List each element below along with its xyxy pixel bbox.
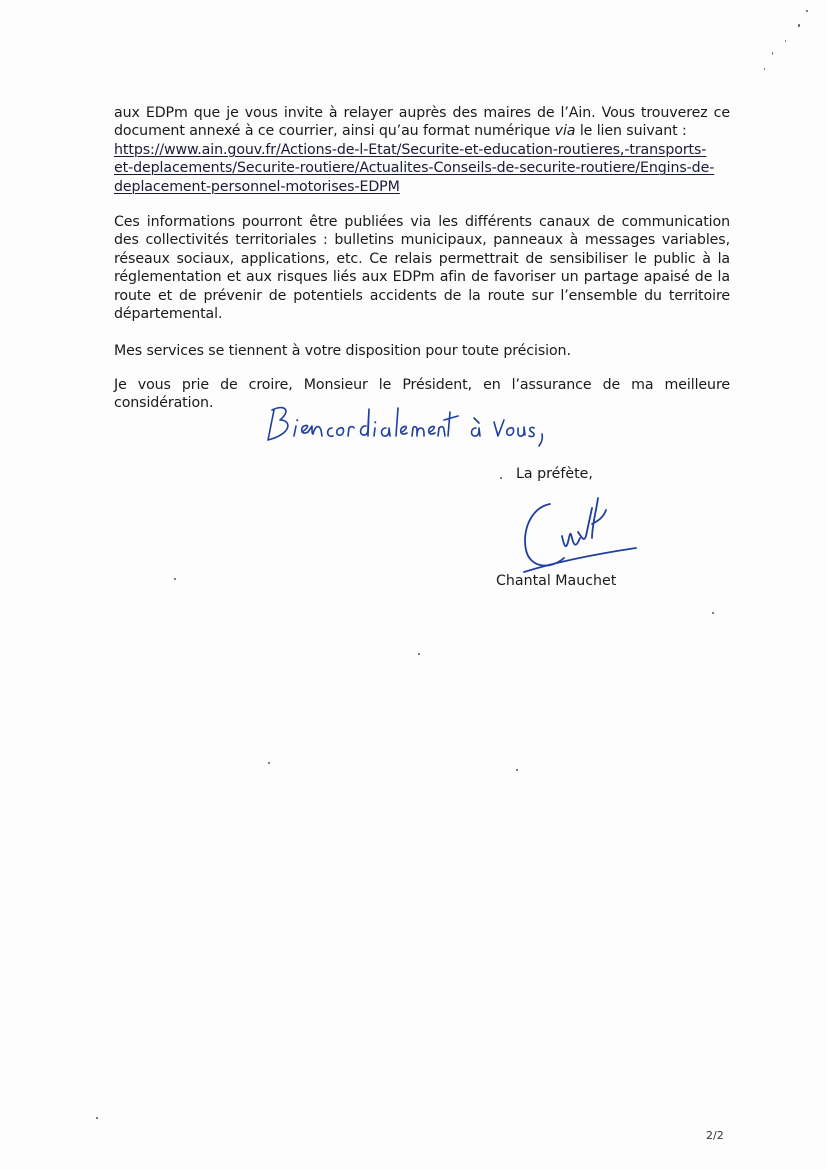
scan-speck [764, 68, 765, 70]
via-word: via [554, 123, 576, 140]
signatory-name: Chantal Mauchet [496, 573, 617, 589]
scan-speck [174, 578, 176, 580]
paragraph-closing-formula: Je vous prie de croire, Monsieur le Président, en l’assurance de ma meilleure considération. [114, 377, 730, 412]
scan-speck [772, 52, 773, 55]
paragraph-services-availability: Mes services se tiennent à votre disposition pour toute précision. [114, 343, 571, 359]
scan-speck [418, 653, 420, 655]
scan-speck [806, 10, 808, 12]
edpm-link-line-3[interactable]: deplacement-personnel-motorises-EDPM [114, 178, 400, 195]
edpm-link-line-2[interactable]: et-deplacements/Securite-routiere/Actualites-Conseils-de-securite-routiere/Engins-de- [114, 160, 715, 177]
scan-speck [500, 477, 502, 479]
edpm-link-line-1[interactable]: https://www.ain.gouv.fr/Actions-de-l-Etat/Securite-et-education-routieres,-transports- [114, 141, 707, 158]
paragraph-edpm-document [114, 104, 730, 196]
paragraph-communication-channels: Ces informations pourront être publiées via les différents canaux de communication des collectivités territoriales : bulletins municipaux, panneaux à messages variables, réseaux sociaux, applications, etc. Ce relais permettrait de sensibiliser le public à la réglementation et aux risques liés aux EDPm afin de favoriser un partage apaisé de la route et de prévenir de potentiels accidents de la route sur l’ensemble du territoire départemental. [114, 214, 730, 323]
handwritten-closing [262, 396, 562, 452]
page-number: 2/2 [706, 1129, 724, 1142]
scan-speck [516, 769, 518, 771]
scan-speck [96, 1117, 98, 1119]
scan-speck [712, 612, 714, 614]
signatory-role: La préfète, [516, 466, 593, 482]
paragraph-edpm-intro: aux EDPm que je vous invite à relayer auprès des maires de l’Ain. Vous trouverez ce document annexé à ce courrier, ainsi qu’au format numérique [114, 105, 730, 140]
scan-speck [798, 24, 800, 27]
signature [516, 488, 646, 578]
paragraph-edpm-after-via: le lien suivant : [575, 123, 687, 140]
scan-speck [785, 40, 786, 42]
scan-speck [268, 762, 270, 764]
